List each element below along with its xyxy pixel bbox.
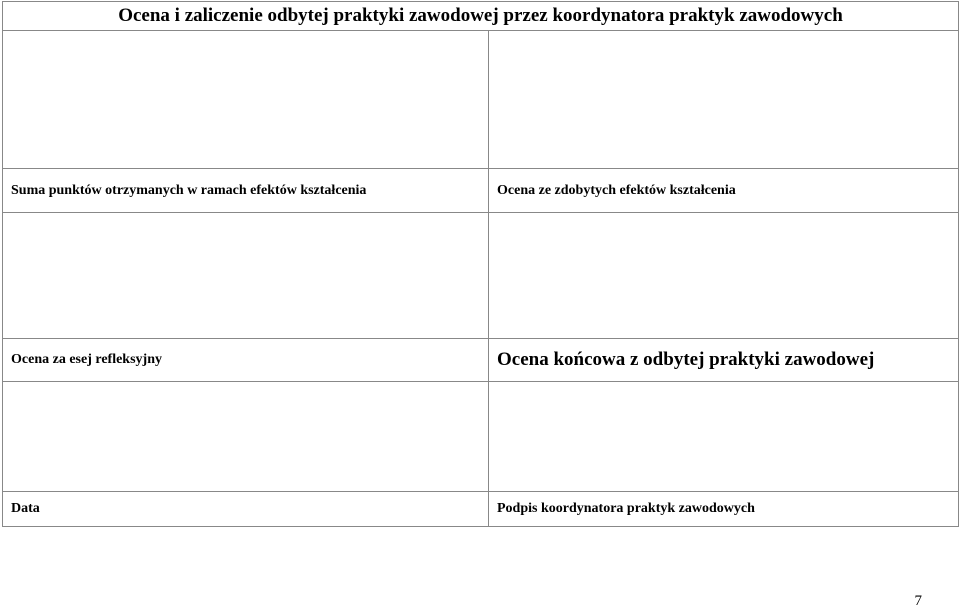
date-entry-area — [3, 382, 489, 491]
grade-outcomes-entry-area — [489, 31, 959, 168]
final-grade-entry-area — [489, 213, 959, 338]
entry-row-1 — [3, 31, 959, 169]
form-title-row — [3, 2, 959, 31]
grade-outcomes-label: Ocena ze zdobytych efektów kształcenia — [489, 169, 959, 212]
essay-grade-entry-area — [3, 213, 489, 338]
page-number: 7 — [914, 593, 922, 609]
entry-row-2 — [3, 213, 959, 339]
label-row-1 — [3, 169, 959, 213]
signature-label: Podpis koordynatora praktyk zawodowych — [489, 492, 959, 526]
points-label: Suma punktów otrzymanych w ramach efektów kształcenia — [3, 169, 489, 212]
label-row-3 — [3, 492, 959, 527]
signature-entry-area — [489, 382, 959, 491]
essay-grade-label: Ocena za esej refleksyjny — [3, 339, 489, 381]
form-title: Ocena i zaliczenie odbytej praktyki zawodowej przez koordynatora praktyk zawodowych — [3, 2, 959, 30]
evaluation-form — [2, 1, 959, 527]
entry-row-3 — [3, 382, 959, 492]
points-entry-area — [3, 31, 489, 168]
label-row-2 — [3, 339, 959, 382]
date-label: Data — [3, 492, 489, 526]
final-grade-label: Ocena końcowa z odbytej praktyki zawodowej — [489, 339, 959, 381]
